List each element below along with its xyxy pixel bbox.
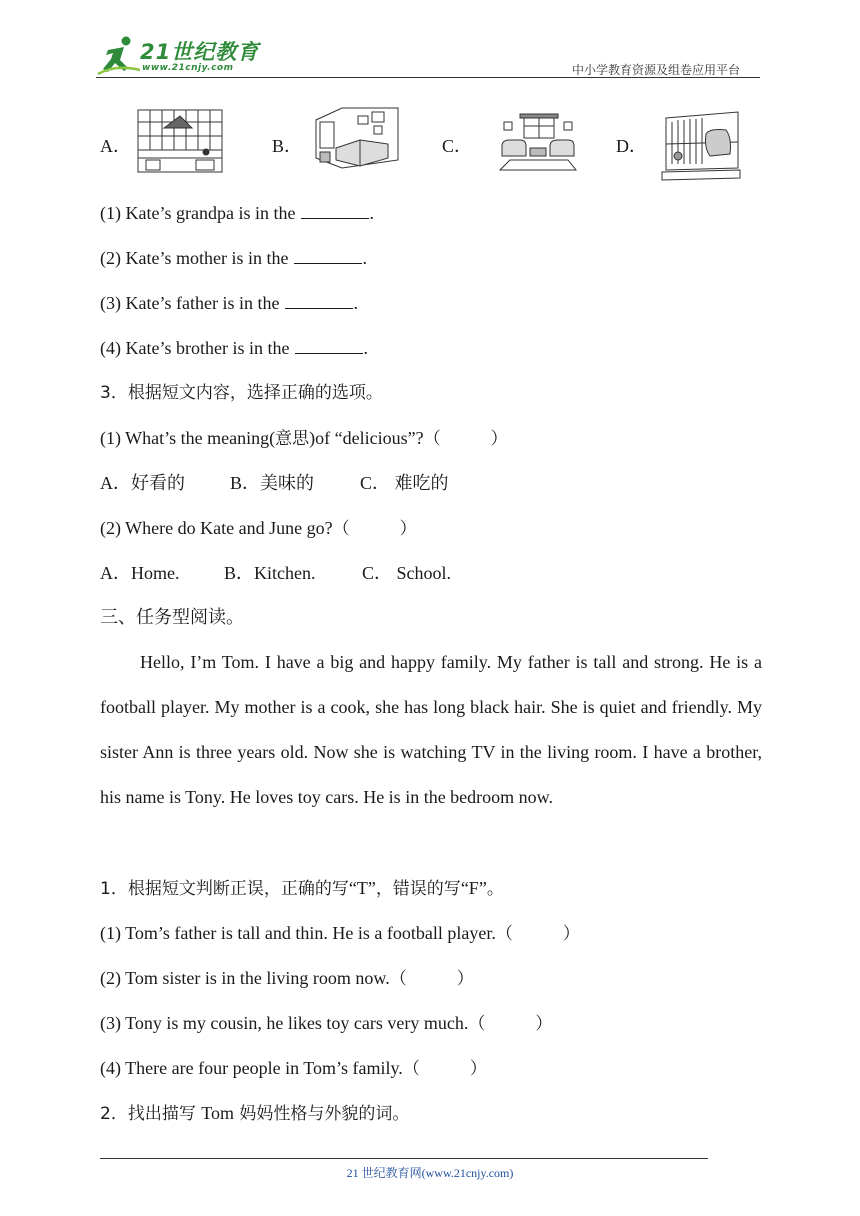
q3-question-2: (2) Where do Kate and June go?（ ） (100, 518, 417, 539)
runner-logo-icon (96, 34, 142, 78)
passage-text: Hello, I’m Tom. I have a big and happy family. My father is tall and strong. He is a football player. My mother is a cook, she has long black hair. She is quiet and friendly. My sister Ann is three years old. Now she is watching TV in the living room. I have a brother, his name is Tony. He loves toy cars. He is in the bedroom now. (100, 652, 762, 807)
task-1-item-4: (4) There are four people in Tom’s family.（ ） (100, 1058, 487, 1079)
answer-blank[interactable] (301, 204, 369, 219)
option-c[interactable]: C． 难吃的 (360, 473, 449, 493)
q2-item-3: (3) Kate’s father is in the . (100, 293, 358, 313)
task-2-title: 2．找出描写 Tom 妈妈性格与外貌的词。 (100, 1103, 410, 1124)
picture-options (0, 100, 860, 190)
option-b[interactable]: B．Kitchen. (224, 563, 316, 583)
header-platform-text: 中小学教育资源及组卷应用平台 (572, 63, 741, 77)
task-1-item-3: (3) Tony is my cousin, he likes toy cars very much.（ ） (100, 1013, 553, 1034)
task-1-item-2: (2) Tom sister is in the living room now.（ ） (100, 968, 474, 989)
q3-title: 3．根据短文内容，选择正确的选项。 (100, 383, 383, 403)
header (0, 0, 860, 80)
option-c[interactable]: C． School. (362, 563, 452, 583)
q2-item-2: (2) Kate’s mother is in the . (100, 248, 367, 268)
answer-blank[interactable] (294, 249, 362, 264)
picture-b-letter: B． (272, 136, 303, 156)
q3-question-1: (1) What’s the meaning(意思)of “delicious”?（ ） (100, 428, 508, 449)
task-1-title: 1．根据短文判断正误，正确的写“T”，错误的写“F”。 (100, 878, 504, 899)
section-3-title: 三、任务型阅读。 (100, 607, 244, 628)
answer-blank[interactable] (285, 294, 353, 309)
option-a[interactable]: A．好看的 (100, 473, 185, 493)
option-b[interactable]: B．美味的 (230, 473, 315, 493)
q2-item-3-text: (3) Kate’s father is in the (100, 293, 280, 313)
living-room-picture (498, 112, 578, 174)
q2-item-1-text: (1) Kate’s grandpa is in the (100, 203, 296, 223)
q2-item-2-text: (2) Kate’s mother is in the (100, 248, 289, 268)
bedroom-picture (312, 102, 402, 174)
logo-text: 21世纪教育 (140, 40, 260, 64)
q2-item-4: (4) Kate’s brother is in the . (100, 338, 368, 358)
footer-text: 21 世纪教育网(www.21cnjy.com) (346, 1166, 514, 1180)
logo-url: www.21cnjy.com (142, 63, 234, 73)
q2-item-1: (1) Kate’s grandpa is in the . (100, 203, 374, 223)
reading-passage (100, 640, 762, 820)
q2-item-4-text: (4) Kate’s brother is in the (100, 338, 290, 358)
footer-rule (100, 1158, 708, 1159)
q3-q2-options (100, 561, 452, 585)
picture-d-letter: D． (616, 136, 647, 156)
study-picture (660, 108, 742, 184)
picture-c-letter: C． (442, 136, 473, 156)
logo (96, 34, 266, 78)
kitchen-picture (136, 108, 224, 174)
answer-blank[interactable] (295, 339, 363, 354)
picture-a-letter: A． (100, 136, 131, 156)
q3-q1-options (100, 471, 449, 495)
option-a[interactable]: A．Home. (100, 563, 180, 583)
header-rule (96, 77, 760, 78)
task-1-item-1: (1) Tom’s father is tall and thin. He is a football player.（ ） (100, 923, 580, 944)
